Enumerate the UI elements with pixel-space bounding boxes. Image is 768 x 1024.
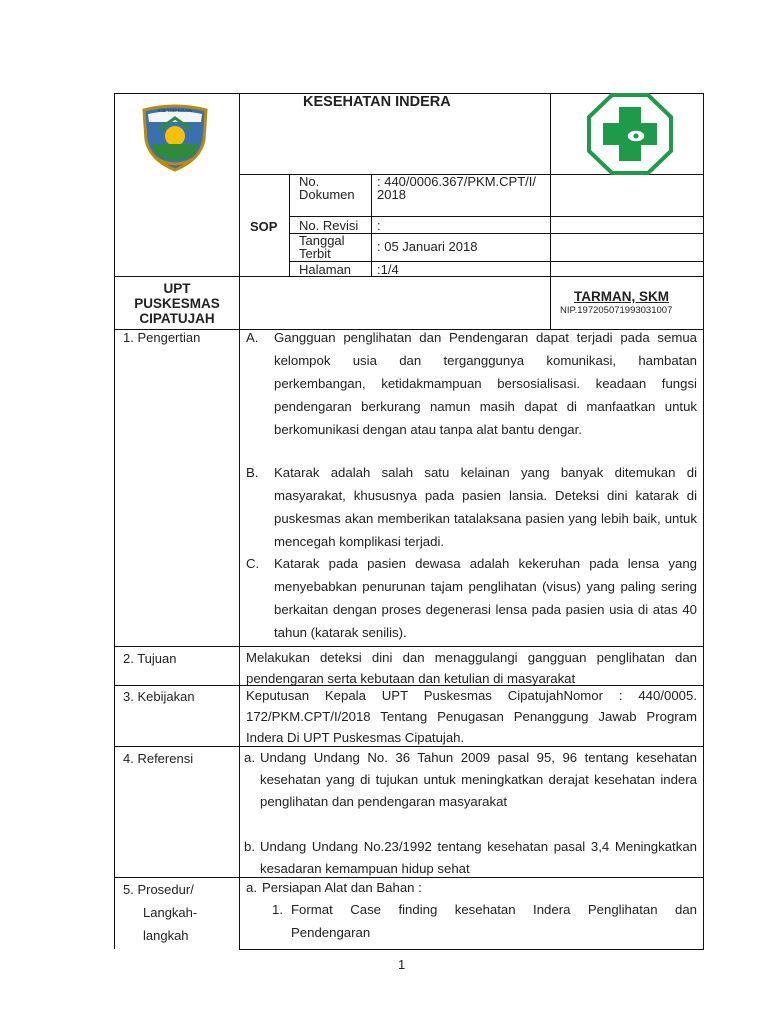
kabupaten-logo [138,100,212,174]
section-label-pengertian: 1. Pengertian [123,330,201,345]
table-line [289,174,290,276]
table-line [550,93,551,329]
meta-label-tanggal-terbit: Tanggal Terbit [299,233,345,261]
list-marker: a. [246,880,257,895]
signer-nip: NIP.197205071993031007 [560,305,673,316]
referensi-item-b: Undang Undang No.23/1992 tentang kesehatan pasal 3,4 Meningkatkan kesadaran kemampuan hidup sehat [260,839,697,876]
prosedur-label-line: Langkah- [143,905,198,920]
table-line [114,276,704,277]
signer-name: TARMAN, SKM [574,289,669,304]
prosedur-step-1: Format Case finding kesehatan Indera Penglihatan dan Pendengaran [291,902,697,940]
meta-label-no-dokumen: No. Dokumen [299,174,355,202]
tujuan-text: Melakukan deteksi dini dan menaggulangi gangguan penglihatan dan pendengaran serta kebutaan dan ketulian di masyarakat [246,650,697,686]
table-line [371,174,372,276]
organization-name: UPT PUSKESMAS CIPATUJAH [134,281,220,326]
section-label-kebijakan: 3. Kebijakan [123,689,195,704]
pengertian-item-a: Gangguan penglihatan dan Pendengaran dapat terjadi pada semua kelompok usia dan terganggunya komunikasi, hambatan perkembangan, ketidakmampuan bersosialisasi. keadaan fungsi pendengaran berkurang namun masih dapat di manfaatkan untuk berkomunikasi dengan atau tanpa alat bantu dengar. [274,330,697,437]
prosedur-subtitle: Persiapan Alat dan Bahan : [262,880,422,895]
prosedur-label-line: langkah [143,928,189,943]
prosedur-label-line: 5. Prosedur/ [123,882,194,897]
page-number: 1 [398,957,406,972]
section-label-prosedur [123,878,197,947]
puskesmas-logo [587,91,673,177]
meta-value-no-dokumen: : 440/0006.367/PKM.CPT/I/ 2018 [377,174,536,202]
table-line [289,261,704,262]
section-label-referensi: 4. Referensi [123,751,194,766]
pengertian-item-c: Katarak pada pasien dewasa adalah kekeruhan pada lensa yang menyebabkan penurunan tajam penglihatan (visus) yang paling sering berkaitan dengan proses degenerasi lensa pada pasien usia di atas 40 tahun (katarak senilis). [274,556,697,640]
section-label-tujuan: 2. Tujuan [123,651,177,666]
meta-value-halaman: :1/4 [377,262,399,277]
meta-value-no-revisi: : [377,218,381,233]
table-right-border [703,93,704,949]
meta-value-tanggal-terbit: : 05 Januari 2018 [377,239,478,254]
table-line [239,93,240,949]
meta-label-no-revisi: No. Revisi [299,218,359,233]
kebijakan-text: Keputusan Kepala UPT Puskesmas CipatujahNomor : 440/0005. 172/PKM.CPT/I/2018 Tentang Penugasan Penanggung Jawab Program Indera Di UPT Puskesmas Cipatujah. [246,688,697,745]
list-marker: A. [246,330,259,345]
list-marker: b. [244,839,255,854]
sop-label: SOP [250,219,278,234]
table-bottom-line [239,949,704,950]
list-marker: C. [246,556,260,571]
logo-caption: KAB. TASIKMALAYA [157,109,193,113]
referensi-item-a: Undang Undang No. 36 Tahun 2009 pasal 95, 96 tentang kesehatan kesehatan yang di tujukan untuk meningkatkan derajat kesehatan indera penglihatan dan pendengaran masyarakat [260,750,697,809]
list-marker: a. [244,750,255,765]
list-marker: 1. [272,902,283,917]
document-title: KESEHATAN INDERA [303,94,451,110]
list-marker: B. [246,465,259,480]
table-line [289,216,704,217]
meta-label-halaman: Halaman [299,262,352,277]
pengertian-item-b: Katarak adalah salah satu kelainan yang banyak ditemukan di masyarakat, khususnya pada pasien lansia. Deteksi dini katarak di puskesmas akan memberikan tatalaksana pasien yang lebih baik, untuk mencegah komplikasi terjadi. [274,465,697,549]
table-left-border [114,93,115,949]
